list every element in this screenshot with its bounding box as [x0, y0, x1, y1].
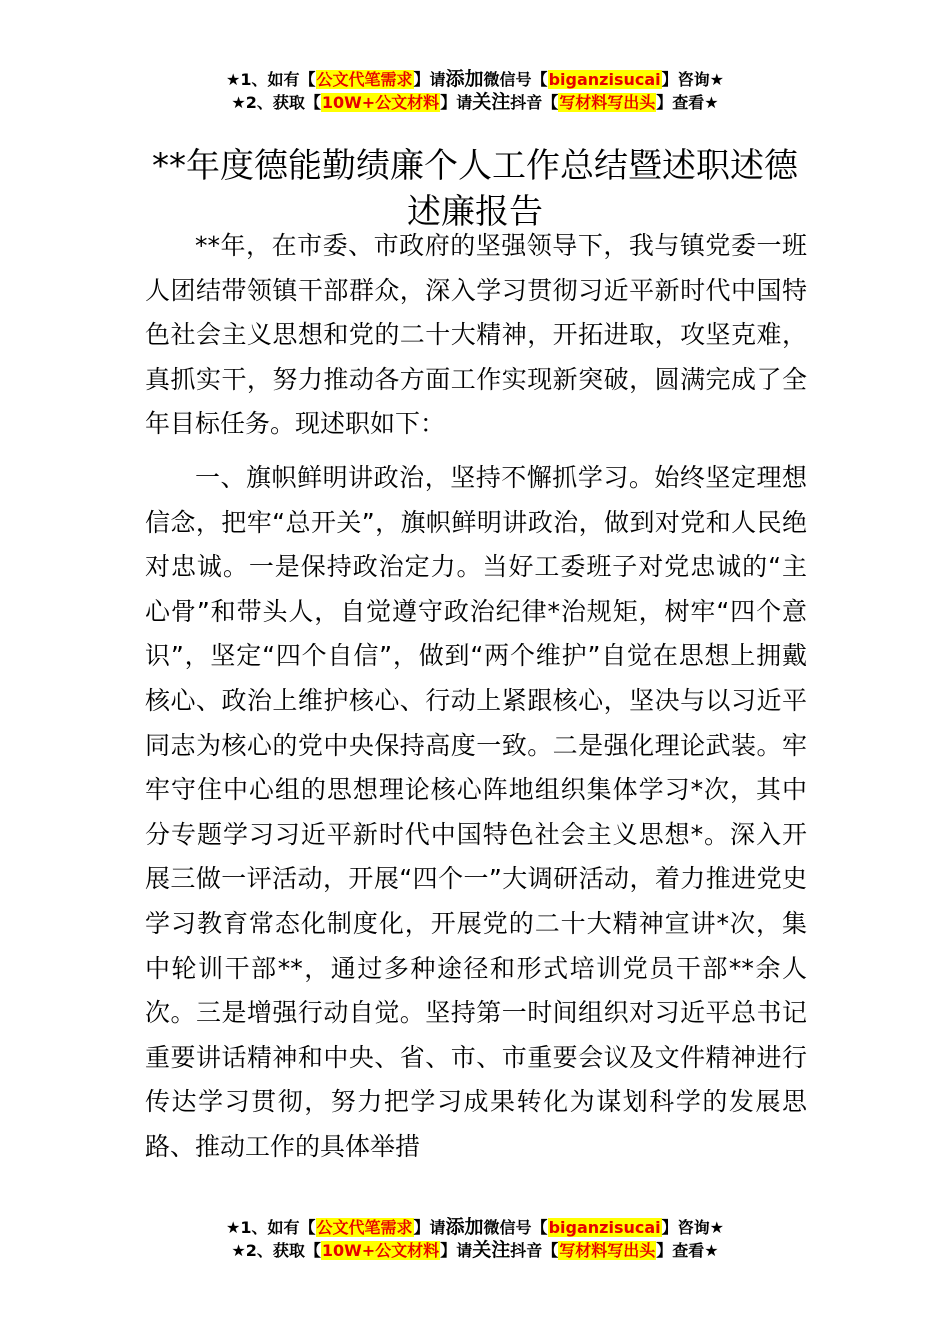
- highlight-service: 公文代笔需求: [316, 1218, 413, 1237]
- paragraph-intro: **年，在市委、市政府的坚强领导下，我与镇党委一班人团结带领镇干部群众，深入学习贯彻习近平新时代中国特色社会主义思想和党的二十大精神，开拓进取，攻坚克难，真抓实干，努力推动各方面工作实现新突破，圆满完成了全年目标任务。现述职如下：: [145, 231, 807, 439]
- star-icon: ★: [226, 70, 241, 89]
- highlight-service: 公文代笔需求: [316, 70, 413, 89]
- document-body: [145, 224, 807, 1178]
- promo-banner-bottom: [0, 1216, 950, 1262]
- promo-line-1: ★1、如有【公文代笔需求】请添加微信号【biganzisucai】咨询★: [226, 68, 724, 90]
- highlight-wechat-id: biganzisucai: [548, 1218, 661, 1237]
- promo-line-2: ★2、获取【10W+公文材料】请关注抖音【写材料写出头】查看★: [231, 1239, 719, 1261]
- star-icon: ★: [231, 1241, 246, 1260]
- document-title: **年度德能勤绩廉个人工作总结暨述职述德述廉报告: [152, 145, 798, 232]
- promo-line-2: ★2、获取【10W+公文材料】请关注抖音【写材料写出头】查看★: [231, 91, 719, 113]
- star-icon: ★: [226, 1218, 241, 1237]
- paragraph-section-1: 一、旗帜鲜明讲政治，坚持不懈抓学习。始终坚定理想信念，把牢“总开关”，旗帜鲜明讲政治，做到对党和人民绝对忠诚。一是保持政治定力。当好工委班子对党忠诚的“主心骨”和带头人，自觉遵守政治纪律*治规矩，树牢“四个意识”，坚定“四个自信”，做到“两个维护”自觉在思想上拥戴核心、政治上维护核心、行动上紧跟核心，坚决与以习近平同志为核心的党中央保持高度一致。二是强化理论武装。牢牢守住中心组的思想理论核心阵地组织集体学习*次，其中分专题学习习近平新时代中国特色社会主义思想*。深入开展三做一评活动，开展“四个一”大调研活动，着力推进党史学习教育常态化制度化，开展党的二十大精神宣讲*次，集中轮训干部**，通过多种途径和形式培训党员干部**余人次。三是增强行动自觉。坚持第一时间组织对习近平总书记重要讲话精神和中央、省、市、市重要会议及文件精神进行传达学习贯彻，努力把学习成果转化为谋划科学的发展思路、推动工作的具体举措: [145, 462, 807, 1161]
- promo-banner-top: [0, 68, 950, 114]
- highlight-douyin-id: 写材料写出头: [559, 93, 656, 112]
- promo-line-1: ★1、如有【公文代笔需求】请添加微信号【biganzisucai】咨询★: [226, 1216, 724, 1238]
- highlight-douyin-id: 写材料写出头: [559, 1241, 656, 1260]
- highlight-wechat-id: biganzisucai: [548, 70, 661, 89]
- highlight-materials: 10W+公文材料: [321, 1241, 440, 1260]
- star-icon: ★: [231, 93, 246, 112]
- highlight-materials: 10W+公文材料: [321, 93, 440, 112]
